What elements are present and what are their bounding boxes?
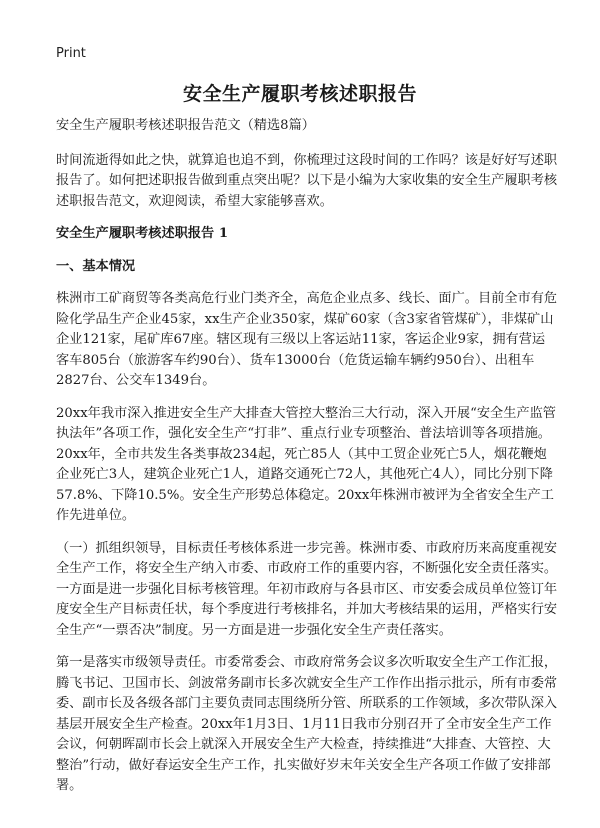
body-paragraph: 株洲市工矿商贸等各类高危行业门类齐全，高危企业点多、线长、面广。目前全市有危险化学品生产企业45家，xx生产企业350家，煤矿60家（含3家省管煤矿），非煤矿山企业121家，尾矿库67座。辖区现有三级以上客运站11家，客运企业9家，拥有营运客车805台（旅游客车约90台）、货车13000台（危货运输车辆约950台）、出租车2827台、公交车1349台。: [56, 291, 558, 388]
part-heading: 一、基本情况: [56, 258, 136, 274]
document-subtitle: 安全生产履职考核述职报告范文（精选8篇）: [56, 118, 315, 133]
intro-paragraph: 时间流逝得如此之快，就算追也追不到，你梳理过这段时间的工作吗？该是好好写述职报告了。如何把述职报告做到重点突出呢？以下是小编为大家收集的安全生产履职考核述职报告范文，欢迎阅读，希望大家能够喜欢。: [56, 152, 558, 209]
body-paragraph: （一）抓组织领导，目标责任考核体系进一步完善。株洲市委、市政府历来高度重视安全生产工作，将安全生产纳入市委、市政府工作的重要内容，不断强化安全责任落实。一方面是进一步强化目标考核管理。年初市政府与各县市区、市安委会成员单位签订年度安全生产目标责任状，每个季度进行考核排名，并加大考核结果的运用，严格实行安全生产“一票否决”制度。另一方面是进一步强化安全生产责任落实。: [56, 540, 558, 638]
body-paragraph: 20xx年我市深入推进安全生产大排查大管控大整治三大行动，深入开展“安全生产监管执法年”各项工作，强化安全生产“打非”、重点行业专项整治、普法培训等各项措施。20xx年，全市共发生各类事故234起，死亡85人（其中工贸企业死亡5人，烟花鞭炮企业死亡3人，建筑企业死亡1人，道路交通死亡72人，其他死亡4人），同比分别下降57.8%、下降10.5%。安全生产形势总体稳定。20xx年株洲市被评为全省安全生产工作先进单位。: [56, 405, 556, 523]
section-heading: 安全生产履职考核述职报告 1: [56, 226, 229, 241]
document-body: [56, 116, 558, 809]
body-paragraph: 第一是落实市级领导责任。市委常委会、市政府常务会议多次听取安全生产工作汇报，腾飞书记、卫国市长、剑波常务副市长多次就安全生产工作作出指示批示，所有市委常委、副市长及各级各部门主要负责同志围绕所分管、所联系的工作领域，多次带队深入基层开展安全生产检查。20xx年1月3日、1月11日我市分别召开了全市安全生产工作会议，何朝晖副市长会上就深入开展安全生产大检查，持续推进“大排查、大管控、大整治”行动，做好春运安全生产工作，扎实做好岁末年关安全生产各项工作做了安排部署。: [56, 655, 558, 793]
document-title: 安全生产履职考核述职报告: [182, 83, 417, 105]
print-link[interactable]: Print: [56, 46, 86, 61]
